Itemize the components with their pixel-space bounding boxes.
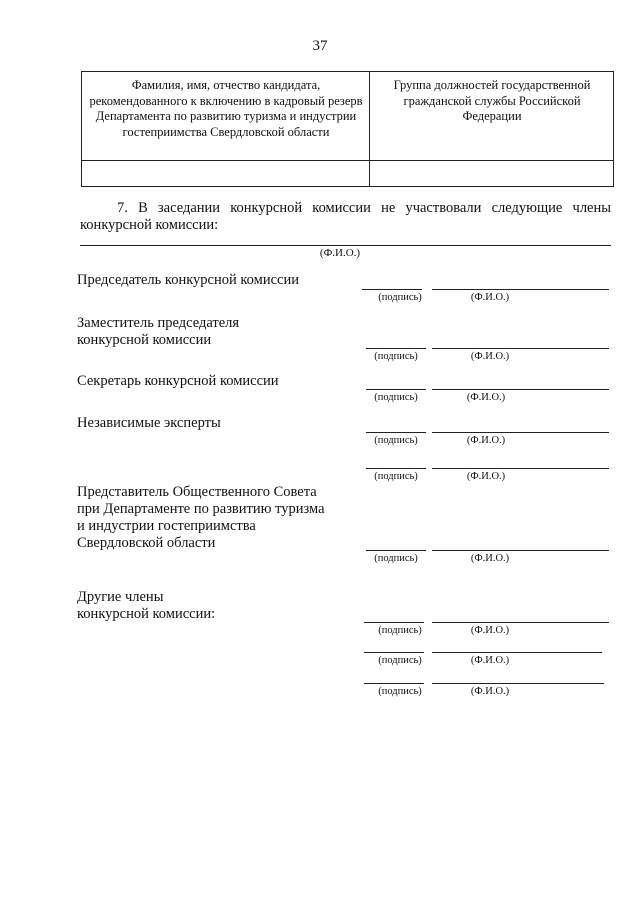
expert1-signature-line xyxy=(366,432,426,433)
signature-caption: (подпись) xyxy=(374,553,418,564)
table-column-divider xyxy=(369,72,370,186)
fio-caption: (Ф.И.О.) xyxy=(470,625,510,636)
public-council-signature-line xyxy=(366,550,426,551)
chairman-signature-line xyxy=(362,289,422,290)
other3-signature-line xyxy=(364,683,424,684)
expert2-signature-line xyxy=(366,468,426,469)
fio-caption: (Ф.И.О.) xyxy=(470,292,510,303)
expert2-fio-line xyxy=(432,468,609,469)
fio-caption: (Ф.И.О.) xyxy=(470,686,510,697)
public-council-label-line4: Свердловской области xyxy=(77,535,216,551)
other1-fio-line xyxy=(432,622,609,623)
other1-signature-line xyxy=(364,622,424,623)
public-council-label-line2: при Департаменте по развитию туризма xyxy=(77,501,325,517)
public-council-label-line1: Представитель Общественного Совета xyxy=(77,484,317,500)
fio-caption: (Ф.И.О.) xyxy=(466,392,506,403)
signature-caption: (подпись) xyxy=(374,351,418,362)
deputy-label-line1: Заместитель председателя xyxy=(77,315,240,331)
other-members-label-line2: конкурсной комиссии: xyxy=(77,606,216,622)
deputy-signature-line xyxy=(366,348,426,349)
secretary-label: Секретарь конкурсной комиссии xyxy=(77,373,279,389)
public-council-label-line3: и индустрии гостеприимства xyxy=(77,518,256,534)
chairman-fio-line xyxy=(432,289,609,290)
other3-fio-line xyxy=(432,683,604,684)
signature-caption: (подпись) xyxy=(374,392,418,403)
deputy-label-line2: конкурсной комиссии xyxy=(77,332,212,348)
fio-caption: (Ф.И.О.) xyxy=(319,247,361,259)
signature-caption: (подпись) xyxy=(378,655,422,666)
table-header-divider xyxy=(82,160,613,161)
fio-caption: (Ф.И.О.) xyxy=(466,435,506,446)
other2-signature-line xyxy=(364,652,424,653)
absent-members-paragraph: 7. В заседании конкурсной комиссии не участвовали следующие члены конкурсной комиссии: xyxy=(80,200,611,233)
expert1-fio-line xyxy=(432,432,609,433)
public-council-fio-line xyxy=(432,550,609,551)
page-number: 37 xyxy=(312,38,328,54)
fio-caption: (Ф.И.О.) xyxy=(470,351,510,362)
secretary-fio-line xyxy=(432,389,609,390)
deputy-fio-line xyxy=(432,348,609,349)
candidate-table xyxy=(81,71,614,187)
chairman-label: Председатель конкурсной комиссии xyxy=(77,272,299,288)
other2-fio-line xyxy=(432,652,602,653)
experts-label: Независимые эксперты xyxy=(77,415,221,431)
signature-caption: (подпись) xyxy=(374,435,418,446)
signature-caption: (подпись) xyxy=(378,625,422,636)
signature-caption: (подпись) xyxy=(374,471,418,482)
fio-caption: (Ф.И.О.) xyxy=(470,553,510,564)
table-header-candidate-name: Фамилия, имя, отчество кандидата, рекомендованного к включению в кадровый резерв Департамента по развитию туризма и индустрии гостеприимства Свердловской области xyxy=(89,78,363,139)
fio-caption: (Ф.И.О.) xyxy=(470,655,510,666)
table-header-position-group: Группа должностей государственной гражданской службы Российской Федерации xyxy=(393,78,591,123)
absent-members-line xyxy=(80,245,611,246)
signature-caption: (подпись) xyxy=(378,292,422,303)
signature-caption: (подпись) xyxy=(378,686,422,697)
secretary-signature-line xyxy=(366,389,426,390)
fio-caption: (Ф.И.О.) xyxy=(466,471,506,482)
other-members-label-line1: Другие члены xyxy=(77,589,164,605)
